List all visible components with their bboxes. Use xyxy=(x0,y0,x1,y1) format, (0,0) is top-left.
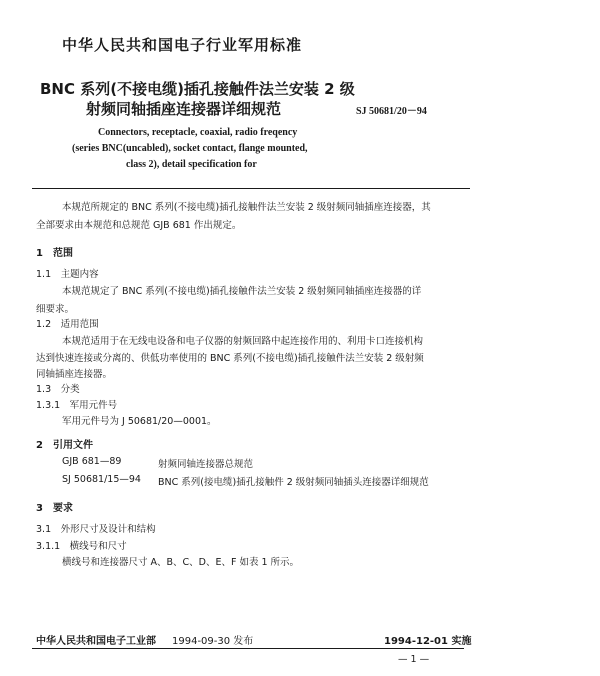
section-1-3-1-heading: 1.3.1 军用元件号 xyxy=(36,400,118,411)
section-1-2-line1: 本规范适用于在无线电设备和电子仪器的射频回路中起连接作用的、利用卡口连接机构 xyxy=(62,336,424,347)
footer-divider xyxy=(32,648,464,649)
section-1-1-line2: 细要求。 xyxy=(36,304,75,315)
page-number: — 1 — xyxy=(398,654,430,665)
document-title-line1: BNC 系列(不接电缆)插孔接触件法兰安装 2 级 xyxy=(40,80,355,98)
header-divider xyxy=(32,188,470,189)
section-3-1-1-text: 横线号和连接器尺寸 A、B、C、D、E、F 如表 1 所示。 xyxy=(62,557,300,568)
section-1-2-line2: 达到快速连接或分离的、供低功率使用的 BNC 系列(不接电缆)插孔接触件法兰安装 2 级射频 xyxy=(36,353,424,364)
english-title-line3: class 2), detail specification for xyxy=(126,159,257,170)
issue-date: 1994-09-30 发布 xyxy=(172,636,254,647)
section-1-3-heading: 1.3 分类 xyxy=(36,384,80,395)
section-1-1-heading: 1.1 主题内容 xyxy=(36,269,99,280)
section-1-2-heading: 1.2 适用范围 xyxy=(36,319,99,330)
effective-date: 1994-12-01 实施 xyxy=(384,636,472,647)
english-title-line1: Connectors, receptacle, coaxial, radio freqency xyxy=(98,127,298,138)
reference-code: SJ 50681/15—94 xyxy=(62,474,141,485)
section-3-heading: 3 要求 xyxy=(36,503,73,514)
reference-code: GJB 681—89 xyxy=(62,456,122,467)
section-1-1-line1: 本规范规定了 BNC 系列(不接电缆)插孔接触件法兰安装 2 级射频同轴插座连接器的详 xyxy=(62,286,422,297)
section-1-3-1-text: 军用元件号为 J 50681/20—0001。 xyxy=(62,416,217,427)
intro-line2: 全部要求由本规范和总规范 GJB 681 作出规定。 xyxy=(36,220,242,231)
reference-title: 射频同轴连接器总规范 xyxy=(158,459,254,470)
intro-line1: 本规范所规定的 BNC 系列(不接电缆)插孔接触件法兰安装 2 级射频同轴插座连接器，其 xyxy=(62,202,431,213)
standard-number: SJ 50681/20－94 xyxy=(356,106,427,117)
section-1-2-line3: 同轴插座连接器。 xyxy=(36,369,113,380)
section-2-heading: 2 引用文件 xyxy=(36,440,93,451)
section-3-1-heading: 3.1 外形尺寸及设计和结构 xyxy=(36,524,156,535)
section-3-1-1-heading: 3.1.1 横线号和尺寸 xyxy=(36,541,127,552)
section-1-heading: 1 范围 xyxy=(36,248,73,259)
standard-banner: 中华人民共和国电子行业军用标准 xyxy=(62,36,303,54)
document-title-line2: 射频同轴插座连接器详细规范 xyxy=(86,100,282,118)
english-title-line2: (series BNC(uncabled), socket contact, flange mounted, xyxy=(72,143,308,154)
reference-title: BNC 系列(接电缆)插孔接触件 2 级射频同轴插头连接器详细规范 xyxy=(158,477,429,488)
issuer: 中华人民共和国电子工业部 xyxy=(36,636,156,647)
